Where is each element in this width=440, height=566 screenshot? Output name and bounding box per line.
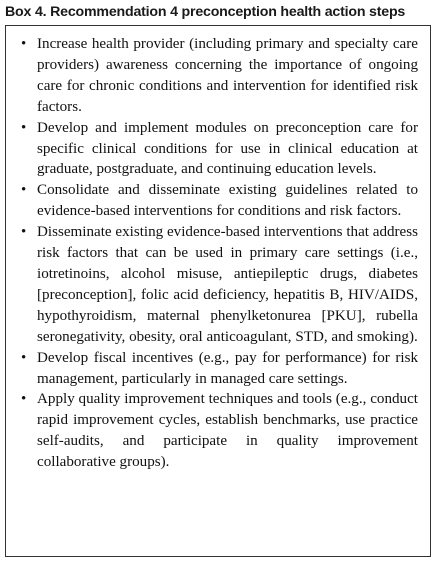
box-frame: [5, 25, 431, 557]
list-item: [21, 180, 418, 222]
list-item: [21, 222, 418, 347]
list-item-text: Increase health provider (including primary and specialty care providers) awareness concerning the importance of ongoing care for chronic conditions and intervention for identified risk factors.: [37, 36, 418, 115]
bullet-icon: •: [21, 36, 27, 52]
list-item: [21, 389, 418, 473]
list-item: [21, 348, 418, 390]
list-item: [21, 118, 418, 181]
list-item-text: Develop and implement modules on preconception care for specific clinical conditions for use in clinical education at graduate, postgraduate, and continuing education levels.: [37, 119, 418, 178]
box-title: Box 4. Recommendation 4 preconception health action steps: [5, 4, 406, 20]
list-item-text: Disseminate existing evidence-based interventions that address risk factors that can be used in primary care settings (i.e., iotretinoins, alcohol misuse, antiepileptic drugs, diabetes [preconception], folic acid deficiency, hepatitis B, HIV/AIDS, hypothyroidism, maternal phenylketonurea [PKU], rubella seronegativity, obesity, oral anticoagulant, STD, and smoking).: [37, 224, 419, 345]
action-steps-list: [6, 26, 430, 473]
list-item-text: Consolidate and disseminate existing guidelines related to evidence-based interventions for conditions and risk factors.: [37, 182, 418, 220]
list-item-text: Apply quality improvement techniques and tools (e.g., conduct rapid improvement cycles, establish benchmarks, use practice self-audits, and participate in quality improvement collaborative groups).: [37, 391, 418, 471]
bullet-icon: •: [21, 391, 27, 408]
list-item: [21, 34, 418, 118]
bullet-icon: •: [21, 349, 27, 366]
bullet-icon: •: [21, 119, 27, 136]
list-item-text: Develop fiscal incentives (e.g., pay for performance) for risk management, particularly in managed care settings.: [37, 349, 418, 387]
bullet-icon: •: [21, 182, 27, 199]
bullet-icon: •: [21, 224, 27, 241]
